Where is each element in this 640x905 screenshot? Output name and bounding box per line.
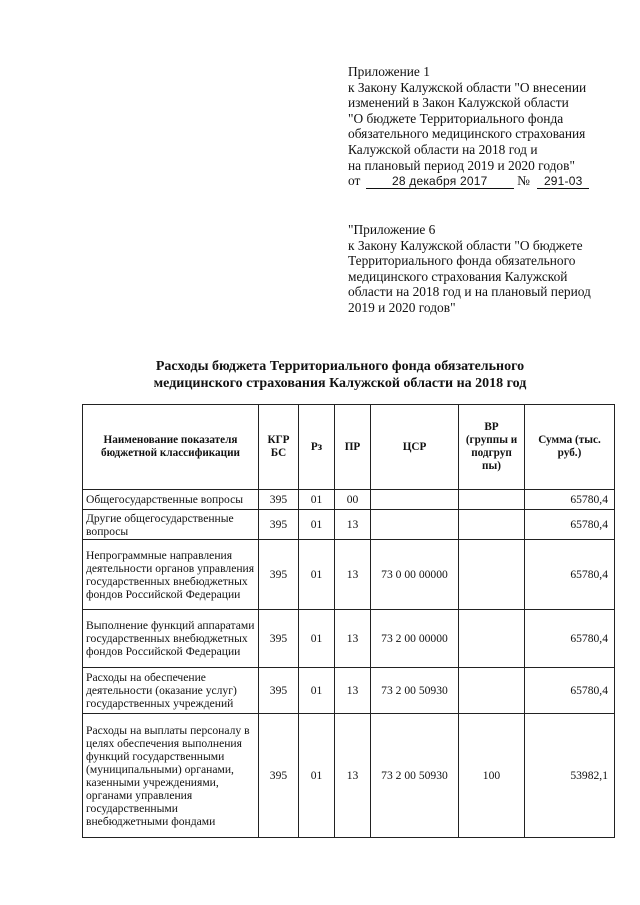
header-indicator-name: Наименование показателя бюджетной классификации [83,405,259,490]
row-rz: 01 [299,490,335,510]
appendix-6-line: области на 2018 год и на плановый период [348,284,591,300]
row-name: Выполнение функций аппаратами государственных внебюджетных фондов Российской Федерации [83,610,259,668]
row-rz: 01 [299,510,335,540]
row-name: Расходы на обеспечение деятельности (оказание услуг) государственных учреждений [83,668,259,714]
row-name: Расходы на выплаты персоналу в целях обеспечения выполнения функций государственными (муниципальными) органами, казенными учреждениями, органами управления государственными внебюджетными фондами [83,714,259,838]
row-kgrbs: 395 [259,668,299,714]
header-sum: Сумма (тыс. руб.) [525,405,615,490]
header-pr: ПР [335,405,371,490]
appendix-6-line: Территориального фонда обязательного [348,253,576,269]
row-vr [459,668,525,714]
law-date: 28 декабря 2017 [366,175,514,189]
row-csr [371,490,459,510]
row-pr: 13 [335,510,371,540]
row-kgrbs: 395 [259,610,299,668]
appendix-1-line: Калужской области на 2018 год и [348,141,538,157]
row-sum: 65780,4 [525,540,615,610]
table-row [83,510,615,540]
row-kgrbs: 395 [259,490,299,510]
row-kgrbs: 395 [259,510,299,540]
row-name: Другие общегосударственные вопросы [83,510,259,540]
row-pr: 13 [335,668,371,714]
appendix-1-line: Приложение 1 [348,64,430,79]
table-row [83,714,615,838]
table-row [83,540,615,610]
row-vr [459,490,525,510]
law-date-number-line [348,173,628,189]
appendix-6-reference [348,222,628,316]
appendix-1-line: изменений в Закон Калужской области [348,95,569,111]
row-rz: 01 [299,714,335,838]
header-rz: Рз [299,405,335,490]
row-sum: 65780,4 [525,668,615,714]
appendix-6-line: к Закону Калужской области "О бюджете [348,237,583,253]
appendix-1-line: обязательного медицинского страхования [348,126,586,142]
row-sum: 53982,1 [525,714,615,838]
appendix-6-line: медицинского страхования Калужской [348,268,568,284]
document-title [120,358,560,392]
table-row [83,610,615,668]
row-csr: 73 2 00 50930 [371,714,459,838]
row-pr: 13 [335,714,371,838]
document-title-line-2: медицинского страхования Калужской области на 2018 год [153,376,527,391]
row-pr: 13 [335,540,371,610]
table-row [83,490,615,510]
law-number: 291-03 [537,175,589,189]
row-sum: 65780,4 [525,610,615,668]
row-vr [459,610,525,668]
row-rz: 01 [299,540,335,610]
header-csr: ЦСР [371,405,459,490]
appendix-1-line: "О бюджете Территориального фонда [348,110,564,126]
budget-expenses-table [82,404,615,838]
date-prefix: от [348,173,361,189]
row-csr [371,510,459,540]
header-kgrbs: КГР БС [259,405,299,490]
row-vr: 100 [459,714,525,838]
row-rz: 01 [299,668,335,714]
document-title-line-1: Расходы бюджета Территориального фонда обязательного [155,359,525,374]
appendix-1-line: к Закону Калужской области "О внесении [348,79,587,95]
row-csr: 73 2 00 50930 [371,668,459,714]
appendix-1-reference [348,64,628,189]
appendix-6-line: "Приложение 6 [348,222,436,237]
row-pr: 00 [335,490,371,510]
number-prefix: № [517,173,530,189]
appendix-1-line: на плановый период 2019 и 2020 годов" [348,157,575,173]
table-header-row [83,405,615,490]
header-vr: ВР (группы и подгруп пы) [459,405,525,490]
table-row [83,668,615,714]
row-sum: 65780,4 [525,510,615,540]
row-vr [459,510,525,540]
row-sum: 65780,4 [525,490,615,510]
row-pr: 13 [335,610,371,668]
row-rz: 01 [299,610,335,668]
row-kgrbs: 395 [259,540,299,610]
row-name: Общегосударственные вопросы [83,490,259,510]
row-csr: 73 0 00 00000 [371,540,459,610]
row-csr: 73 2 00 00000 [371,610,459,668]
row-kgrbs: 395 [259,714,299,838]
row-vr [459,540,525,610]
appendix-6-line: 2019 и 2020 годов" [348,299,456,315]
row-name: Непрограммные направления деятельности органов управления государственных внебюджетных фондов Российской Федерации [83,540,259,610]
